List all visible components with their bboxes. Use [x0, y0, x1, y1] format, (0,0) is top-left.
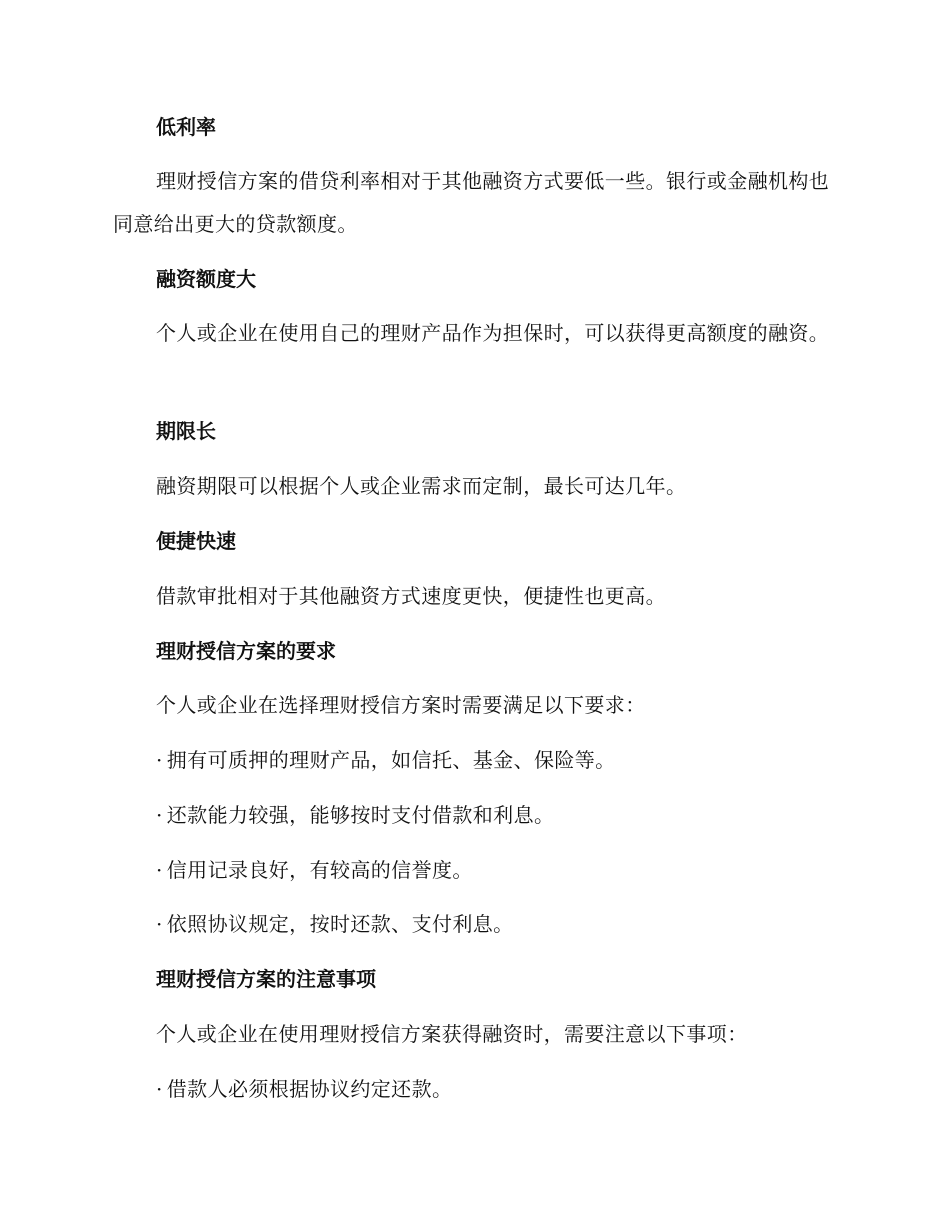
list-item-text: 拥有可质押的理财产品，如信托、基金、保险等。: [166, 748, 616, 772]
heading-low-rate: 低利率: [156, 115, 216, 139]
heading-large-amount: 融资额度大: [156, 267, 256, 291]
paragraph-notes-intro: 个人或企业在使用理财授信方案获得融资时，需要注意以下事项：: [156, 1022, 748, 1046]
bullet-dot: ·: [156, 803, 163, 827]
bullet-dot: ·: [156, 1077, 163, 1101]
heading-long-term: 期限长: [156, 419, 216, 443]
list-item-text: 依照协议规定，按时还款、支付利息。: [166, 912, 514, 936]
paragraph-fast: 借款审批相对于其他融资方式速度更快，便捷性也更高。: [156, 584, 666, 608]
list-item: [156, 912, 514, 936]
bullet-dot: ·: [156, 858, 163, 882]
bullet-dot: ·: [156, 912, 163, 936]
paragraph-low-rate: 理财授信方案的借贷利率相对于其他融资方式要低一些。银行或金融机构也同意给出更大的贷款额度。: [113, 169, 830, 236]
list-item: [156, 1077, 452, 1101]
paragraph-long-term: 融资期限可以根据个人或企业需求而定制，最长可达几年。: [156, 474, 687, 498]
bullet-dot: ·: [156, 748, 163, 772]
list-item-text: 还款能力较强，能够按时支付借款和利息。: [166, 803, 555, 827]
heading-fast: 便捷快速: [156, 529, 236, 553]
heading-notes: 理财授信方案的注意事项: [156, 967, 376, 991]
list-item: [156, 803, 554, 827]
paragraph-large-amount: 个人或企业在使用自己的理财产品作为担保时，可以获得更高额度的融资。: [156, 321, 830, 345]
list-item-text: 信用记录良好，有较高的信誉度。: [166, 858, 473, 882]
heading-requirements: 理财授信方案的要求: [156, 639, 336, 663]
paragraph-requirements-intro: 个人或企业在选择理财授信方案时需要满足以下要求：: [156, 693, 646, 717]
list-item: [156, 858, 473, 882]
list-item: [156, 748, 616, 772]
list-item-text: 借款人必须根据协议约定还款。: [166, 1077, 453, 1101]
